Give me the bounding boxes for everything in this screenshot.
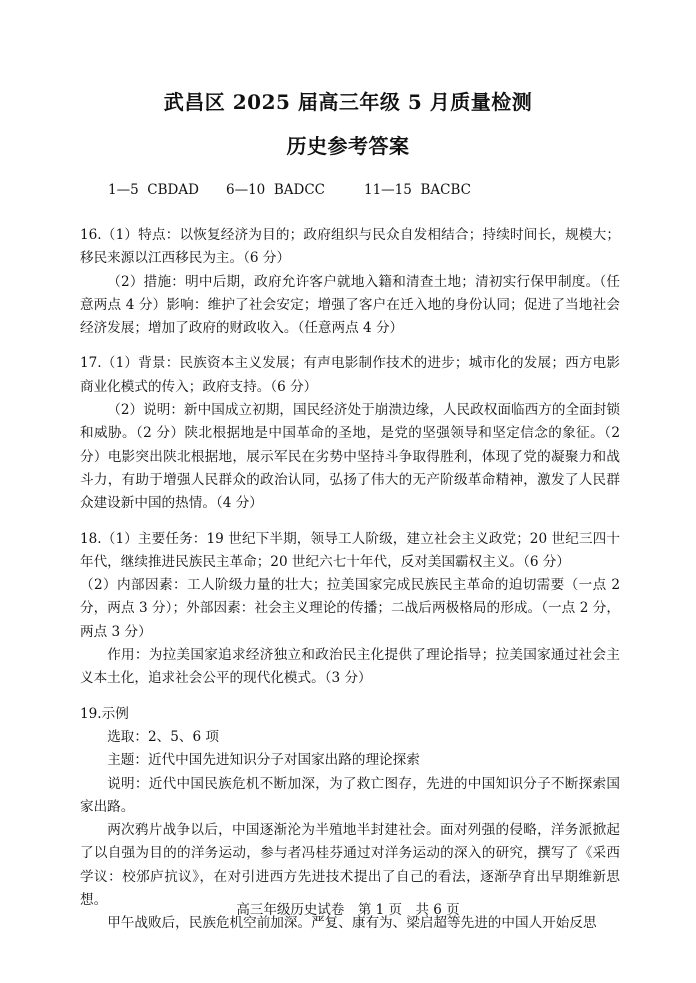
page-footer: 高三年级历史试卷 第 1 页 共 6 页	[236, 902, 460, 918]
answer-key-title: 历史参考答案	[286, 134, 410, 158]
q17-part2: （2）说明：新中国成立初期，国民经济处于崩溃边缘，人民政权面临西方的全面封锁和威胁。（2 分）陕北根据地是中国革命的圣地，是党的坚强领导和坚定信念的象征。（2 分）电影突出陕北根据地，展示军民在劣势中坚持斗争取得胜利，体现了党的凝聚力和战斗力，有助于增强人民群众的政治认同，弘扬了伟大的无产阶级革命精神，激发了人民群众建设新中国的热情。（4 分）	[80, 402, 620, 512]
q17-part1: 17.（1）背景：民族资本主义发展；有声电影制作技术的进步；城市化的发展；西方电影商业化模式的传入；政府支持。（6 分）	[80, 355, 620, 395]
answers-6-10: 6—10 BADCC	[226, 182, 326, 198]
answers-1-5: 1—5 CBDAD	[108, 182, 199, 198]
answers-11-15: 11—15 BACBC	[364, 182, 471, 198]
q19-paragraph-1: 两次鸦片战争以后，中国逐渐沦为半殖地半封建社会。面对列强的侵略，洋务派掀起了以自强为目的的洋务运动，参与者冯桂芬通过对洋务运动的深入的研究，撰写了《采西学议：校邠庐抗议》，在对引进西方先进技术提出了自己的看法，逐渐孕育出早期维新思想。	[80, 822, 620, 909]
q19-paragraph-2: 甲午战败后，民族危机空前加深。严复、康有为、梁启超等先进的中国人开始反思	[107, 915, 597, 932]
q18-part2: （2）内部因素：工人阶级力量的壮大；拉美国家完成民族民主革命的迫切需要（一点 2 分，两点 3 分）；外部因素：社会主义理论的传播；二战后两极格局的形成。（一点 2 分，两点 3 分）	[80, 577, 620, 640]
q19-heading: 19.示例	[80, 705, 129, 722]
multiple-choice-answers	[108, 182, 471, 198]
q19-explanation: 说明：近代中国民族危机不断加深，为了救亡图存，先进的中国知识分子不断探索国家出路。	[80, 775, 620, 815]
q18-part1: 18.（1）主要任务：19 世纪下半期，领导工人阶级，建立社会主义政党；20 世纪三四十年代，继续推进民族民主革命；20 世纪六七十年代，反对美国霸权主义。（6 分）	[80, 530, 620, 570]
answer-content	[80, 224, 620, 936]
q19-selection: 选取：2、5、6 项	[107, 728, 220, 745]
q19-theme: 主题：近代中国先进知识分子对国家出路的理论探索	[107, 752, 420, 769]
q16-part2: （2）措施：明中后期，政府允许客户就地入籍和清查土地；清初实行保甲制度。（任意两点 4 分）影响：维护了社会安定；增强了客户在迁入地的身份认同；促进了当地社会经济发展；增加了政府的财政收入。（任意两点 4 分）	[80, 273, 620, 337]
q16-part1: 16.（1）特点：以恢复经济为目的；政府组织与民众自发相结合；持续时间长，规模大；移民来源以江西移民为主。（6 分）	[80, 227, 620, 267]
exam-title: 武昌区 2025 届高三年级 5 月质量检测	[163, 90, 533, 114]
q18-part3: 作用：为拉美国家追求经济独立和政治民主化提供了理论指导；拉美国家通过社会主义本土化，追求社会公平的现代化模式。（3 分）	[80, 647, 620, 687]
